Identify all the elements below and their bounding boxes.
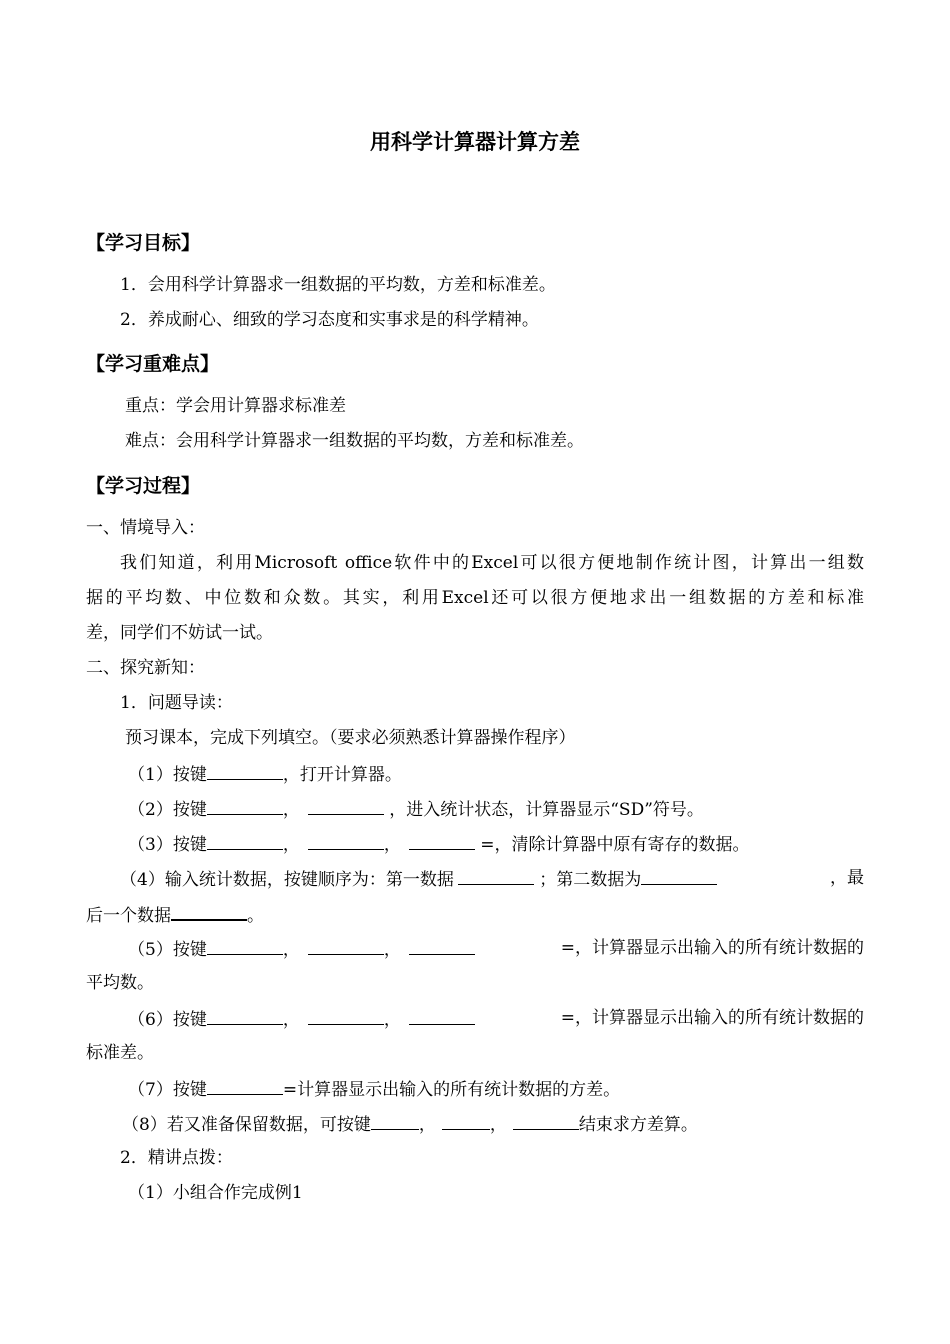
- question-heading: 1．问题导读：: [120, 693, 233, 713]
- step-6: [128, 1006, 864, 1032]
- intro-heading: 一、情境导入：: [86, 518, 205, 538]
- step-text: （8）若又准备保留数据，可按键: [122, 1115, 371, 1135]
- fill-blank[interactable]: [308, 1006, 384, 1025]
- step-text: ，: [282, 1010, 300, 1030]
- explore-heading: 二、探究新知：: [86, 658, 205, 678]
- explain-item: （1）小组合作完成例1: [128, 1183, 303, 1203]
- step-text: （2）按键: [128, 800, 207, 820]
- fill-blank[interactable]: [308, 796, 384, 815]
- step-text: ，: [418, 1115, 436, 1135]
- key-heading: 【学习重难点】: [86, 353, 220, 375]
- step-4: [120, 866, 864, 892]
- intro-line: 差，同学们不妨试一试。: [86, 623, 273, 643]
- intro-line: 我们知道，利用Microsoft office软件中的Excel可以很方便地制作统计图，计算出一组数: [120, 553, 864, 573]
- explain-heading: 2．精讲点拨：: [120, 1148, 233, 1168]
- fill-blank[interactable]: [171, 901, 247, 921]
- step-text: ；第二数据为: [533, 870, 642, 890]
- page-title: 用科学计算器计算方差: [370, 130, 580, 154]
- step-text: ，: [383, 940, 401, 960]
- step-3: [128, 831, 749, 857]
- fill-blank[interactable]: [308, 831, 384, 850]
- step-text: =，清除计算器中原有寄存的数据。: [474, 835, 750, 855]
- fill-blank[interactable]: [207, 1006, 283, 1025]
- fill-blank[interactable]: [207, 796, 283, 815]
- step-text: ，最: [830, 868, 864, 888]
- step-7: [128, 1076, 620, 1102]
- step-text: （3）按键: [128, 835, 207, 855]
- step-text: ，打开计算器。: [282, 765, 402, 785]
- step-text: （6）按键: [128, 1010, 207, 1030]
- goal-item: 2．养成耐心、细致的学习态度和实事求是的科学精神。: [120, 310, 539, 330]
- key-difficulty: 难点：会用科学计算器求一组数据的平均数，方差和标准差。: [125, 431, 584, 451]
- fill-blank[interactable]: [371, 1111, 419, 1130]
- fill-blank[interactable]: [513, 1111, 579, 1130]
- step-text: 结束求方差算。: [578, 1115, 698, 1135]
- step-1: [128, 761, 402, 787]
- fill-blank[interactable]: [409, 1006, 475, 1025]
- step-text: ，: [282, 835, 300, 855]
- question-intro: 预习课本，完成下列填空。（要求必须熟悉计算器操作程序）: [125, 728, 576, 748]
- step-text: （7）按键: [128, 1080, 207, 1100]
- step-text: =计算器显示出输入的所有统计数据的方差。: [282, 1080, 621, 1100]
- step-4-cont: [86, 901, 264, 928]
- step-text: （5）按键: [128, 940, 207, 960]
- step-text: （4）输入统计数据，按键顺序为：第一数据: [120, 870, 454, 890]
- step-text: =，计算器显示出输入的所有统计数据的: [560, 1008, 864, 1028]
- fill-blank[interactable]: [442, 1111, 490, 1130]
- step-text: 。: [247, 906, 264, 926]
- step-text: 后一个数据: [86, 906, 171, 926]
- fill-blank[interactable]: [308, 936, 384, 955]
- fill-blank[interactable]: [641, 866, 717, 885]
- step-text: ，: [282, 940, 300, 960]
- step-text: （1）按键: [128, 765, 207, 785]
- key-focus: 重点：学会用计算器求标准差: [125, 396, 346, 416]
- step-5: [128, 936, 864, 962]
- step-2: [128, 796, 704, 822]
- goal-item: 1．会用科学计算器求一组数据的平均数，方差和标准差。: [120, 275, 556, 295]
- step-text: =，计算器显示出输入的所有统计数据的: [560, 938, 864, 958]
- fill-blank[interactable]: [458, 866, 534, 885]
- step-text: ，: [383, 835, 401, 855]
- step-text: ，: [383, 1010, 401, 1030]
- fill-blank[interactable]: [207, 761, 283, 780]
- step-5-cont: 平均数。: [86, 973, 154, 993]
- intro-line: 据的平均数、中位数和众数。其实，利用Excel还可以很方便地求出一组数据的方差和标准: [86, 588, 864, 608]
- goals-heading: 【学习目标】: [86, 232, 201, 254]
- fill-blank[interactable]: [207, 936, 283, 955]
- fill-blank[interactable]: [409, 936, 475, 955]
- step-text: ，: [489, 1115, 507, 1135]
- step-8: [122, 1111, 698, 1137]
- step-text: ，: [282, 800, 300, 820]
- fill-blank[interactable]: [409, 831, 475, 850]
- fill-blank[interactable]: [207, 831, 283, 850]
- fill-blank[interactable]: [207, 1076, 283, 1095]
- step-text: ，进入统计状态，计算器显示“SD”符号。: [383, 800, 704, 820]
- process-heading: 【学习过程】: [86, 475, 201, 497]
- step-6-cont: 标准差。: [86, 1043, 154, 1063]
